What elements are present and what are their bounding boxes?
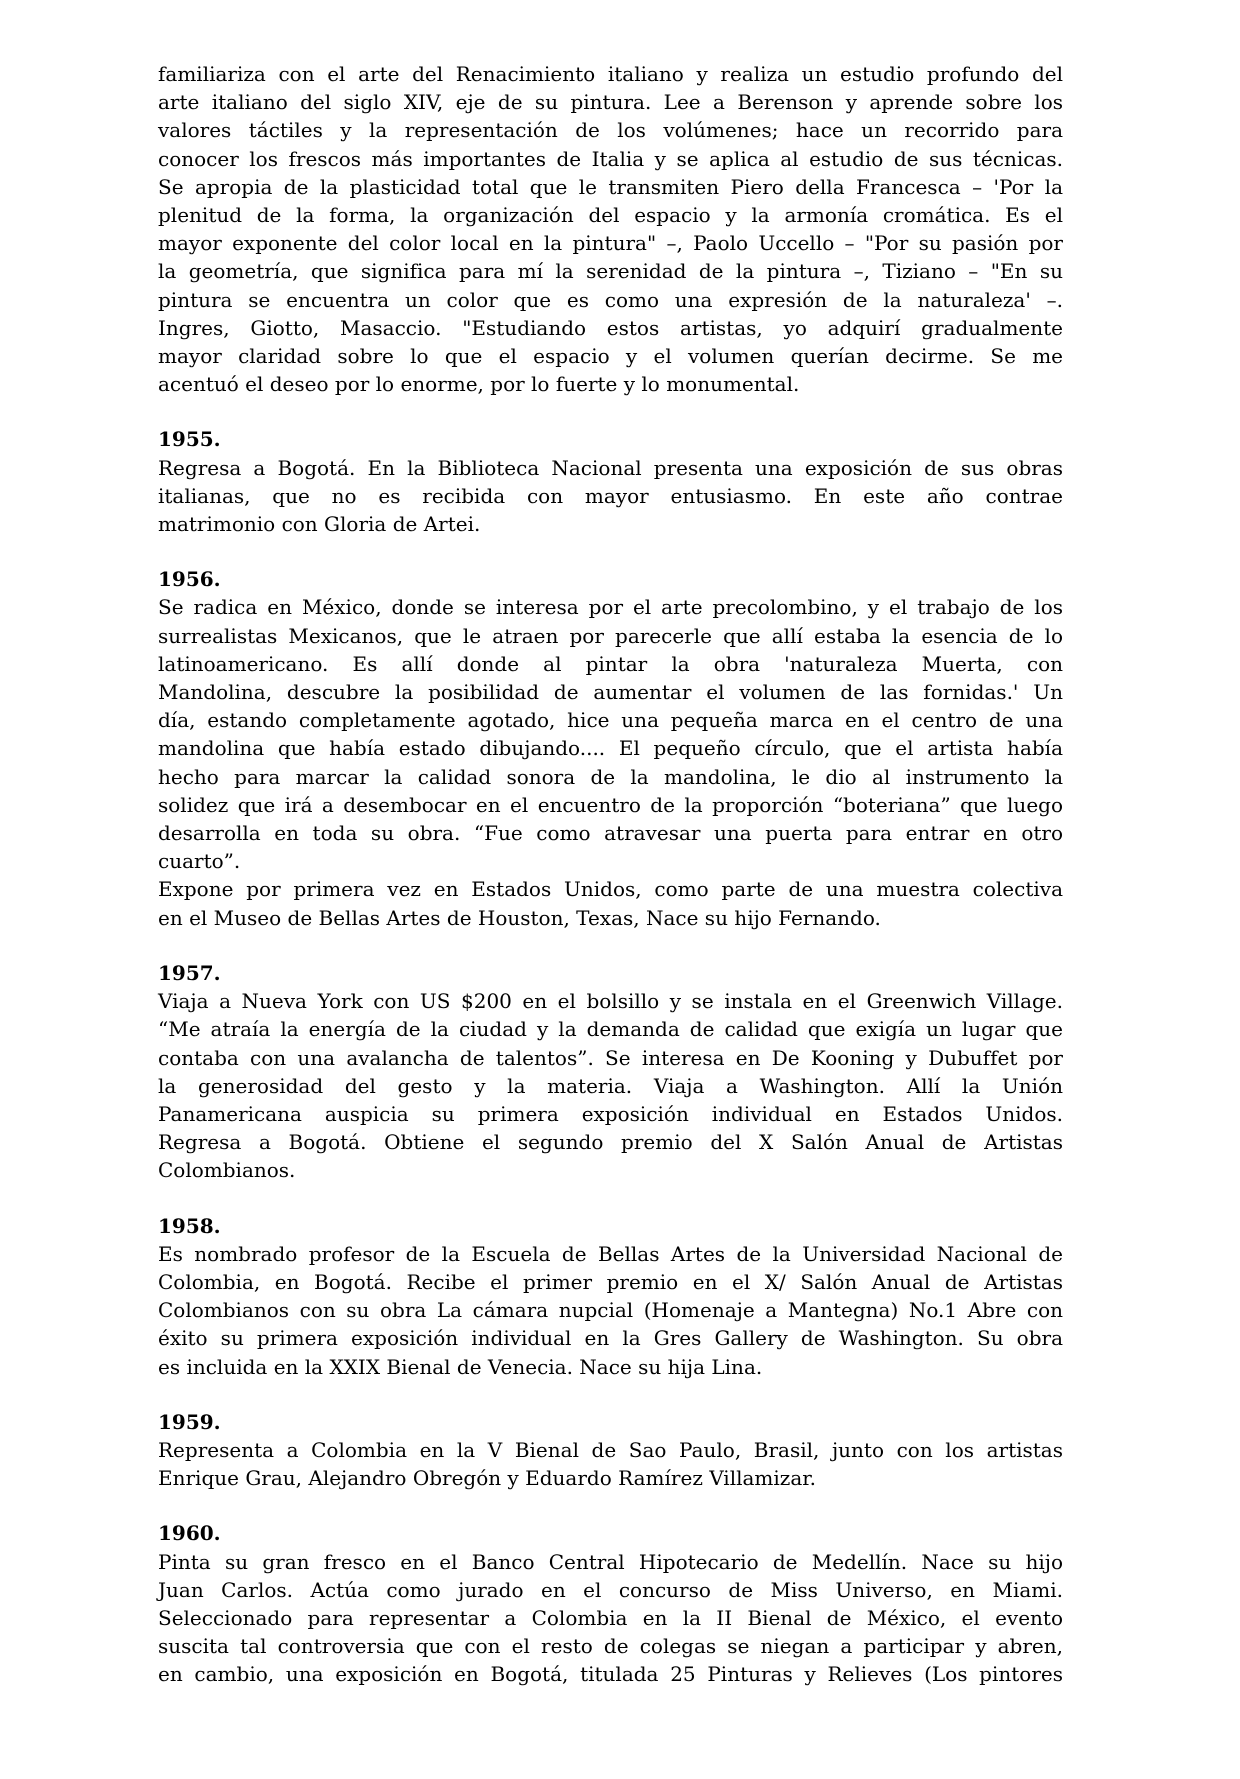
year-heading: 1958.: [158, 1213, 221, 1238]
text-line: Panamericana auspicia su primera exposición individual en Estados Unidos.: [158, 1101, 1063, 1126]
section-intro: [158, 60, 1063, 398]
text-line: éxito su primera exposición individual en la Gres Gallery de Washington. Su obra: [158, 1326, 1063, 1351]
document-body: [158, 60, 1063, 1689]
text-line: Expone por primera vez en Estados Unidos, como parte de una muestra colectiva: [158, 877, 1063, 902]
year-heading: 1956.: [158, 567, 221, 592]
text-line: la generosidad del gesto y la materia. Viaja a Washington. Allí la Unión: [158, 1073, 1063, 1098]
text-line: Regresa a Bogotá. En la Biblioteca Nacional presenta una exposición de sus obras: [158, 455, 1063, 480]
text-line: en cambio, una exposición en Bogotá, titulada 25 Pinturas y Relieves (Los pintores: [158, 1662, 1063, 1687]
year-heading: 1957.: [158, 960, 221, 985]
section-1958: [158, 1212, 1063, 1381]
text-line: Es nombrado profesor de la Escuela de Bellas Artes de la Universidad Nacional de: [158, 1241, 1063, 1266]
year-heading: 1960.: [158, 1521, 221, 1546]
section-1957: [158, 959, 1063, 1185]
text-line: surrealistas Mexicanos, que le atraen por parecerle que allí estaba la esencia de lo: [158, 623, 1063, 648]
text-line: en el Museo de Bellas Artes de Houston, Texas, Nace su hijo Fernando.: [158, 905, 881, 930]
text-line: desarrolla en toda su obra. “Fue como atravesar una puerta para entrar en otro: [158, 821, 1063, 846]
text-line: mayor claridad sobre lo que el espacio y el volumen querían decirme. Se me: [158, 344, 1063, 369]
text-line: familiariza con el arte del Renacimiento italiano y realiza un estudio profundo del: [158, 62, 1063, 86]
text-line: día, estando completamente agotado, hice una pequeña marca en el centro de una: [158, 708, 1063, 733]
text-line: Ingres, Giotto, Masaccio. "Estudiando estos artistas, yo adquirí gradualmente: [158, 315, 1063, 340]
text-line: Colombianos con su obra La cámara nupcial (Homenaje a Mantegna) No.1 Abre con: [158, 1298, 1063, 1323]
text-line: arte italiano del siglo XIV, eje de su pintura. Lee a Berenson y aprende sobre los: [158, 90, 1063, 115]
text-line: latinoamericano. Es allí donde al pintar la obra 'naturaleza Muerta, con: [158, 651, 1063, 676]
text-line: Viaja a Nueva York con US $200 en el bolsillo y se instala en el Greenwich Village.: [158, 989, 1063, 1014]
text-line: Juan Carlos. Actúa como jurado en el concurso de Miss Universo, en Miami.: [158, 1577, 1063, 1602]
section-1955: [158, 425, 1063, 538]
text-line: mayor exponente del color local en la pintura" –, Paolo Uccello – "Por su pasión por: [158, 231, 1063, 256]
text-line: “Me atraía la energía de la ciudad y la demanda de calidad que exigía un lugar que: [158, 1017, 1063, 1042]
text-line: conocer los frescos más importantes de Italia y se aplica al estudio de sus técnicas.: [158, 146, 1063, 171]
text-line: Enrique Grau, Alejandro Obregón y Eduardo Ramírez Villamizar.: [158, 1466, 816, 1491]
text-line: acentuó el deseo por lo enorme, por lo fuerte y lo monumental.: [158, 372, 800, 397]
text-line: suscita tal controversia que con el resto de colegas se niegan a participar y abren,: [158, 1634, 1063, 1659]
text-line: solidez que irá a desembocar en el encuentro de la proporción “boteriana” que luego: [158, 792, 1063, 817]
section-1956: [158, 565, 1063, 932]
year-heading: 1959.: [158, 1409, 221, 1434]
text-line: Regresa a Bogotá. Obtiene el segundo premio del X Salón Anual de Artistas: [158, 1130, 1063, 1155]
section-1959: [158, 1408, 1063, 1493]
text-line: italianas, que no es recibida con mayor entusiasmo. En este año contrae: [158, 483, 1063, 508]
text-line: Colombianos.: [158, 1158, 296, 1183]
text-line: Colombia, en Bogotá. Recibe el primer premio en el X/ Salón Anual de Artistas: [158, 1269, 1063, 1294]
text-line: la geometría, que significa para mí la serenidad de la pintura –, Tiziano – "En su: [158, 259, 1063, 284]
text-line: Seleccionado para representar a Colombia en la II Bienal de México, el evento: [158, 1605, 1063, 1630]
text-line: es incluida en la XXIX Bienal de Venecia. Nace su hija Lina.: [158, 1354, 763, 1379]
text-line: Pinta su gran fresco en el Banco Central Hipotecario de Medellín. Nace su hijo: [158, 1549, 1063, 1574]
text-line: hecho para marcar la calidad sonora de la mandolina, le dio al instrumento la: [158, 764, 1063, 789]
text-line: Se radica en México, donde se interesa por el arte precolombino, y el trabajo de los: [158, 595, 1063, 620]
section-1960: [158, 1519, 1063, 1688]
text-line: plenitud de la forma, la organización del espacio y la armonía cromática. Es el: [158, 203, 1063, 228]
text-line: Se apropia de la plasticidad total que le transmiten Piero della Francesca – 'Por la: [158, 174, 1063, 199]
text-line: pintura se encuentra un color que es como una expresión de la naturaleza' –.: [158, 287, 1063, 312]
text-line: valores táctiles y la representación de los volúmenes; hace un recorrido para: [158, 118, 1063, 143]
year-heading: 1955.: [158, 427, 221, 452]
text-line: cuarto”.: [158, 849, 241, 874]
text-line: matrimonio con Gloria de Artei.: [158, 512, 481, 537]
text-line: mandolina que había estado dibujando.... El pequeño círculo, que el artista había: [158, 736, 1063, 761]
text-line: Mandolina, descubre la posibilidad de aumentar el volumen de las fornidas.' Un: [158, 680, 1063, 705]
text-line: contaba con una avalancha de talentos”. Se interesa en De Kooning y Dubuffet por: [158, 1045, 1063, 1070]
text-line: Representa a Colombia en la V Bienal de Sao Paulo, Brasil, junto con los artistas: [158, 1437, 1063, 1462]
